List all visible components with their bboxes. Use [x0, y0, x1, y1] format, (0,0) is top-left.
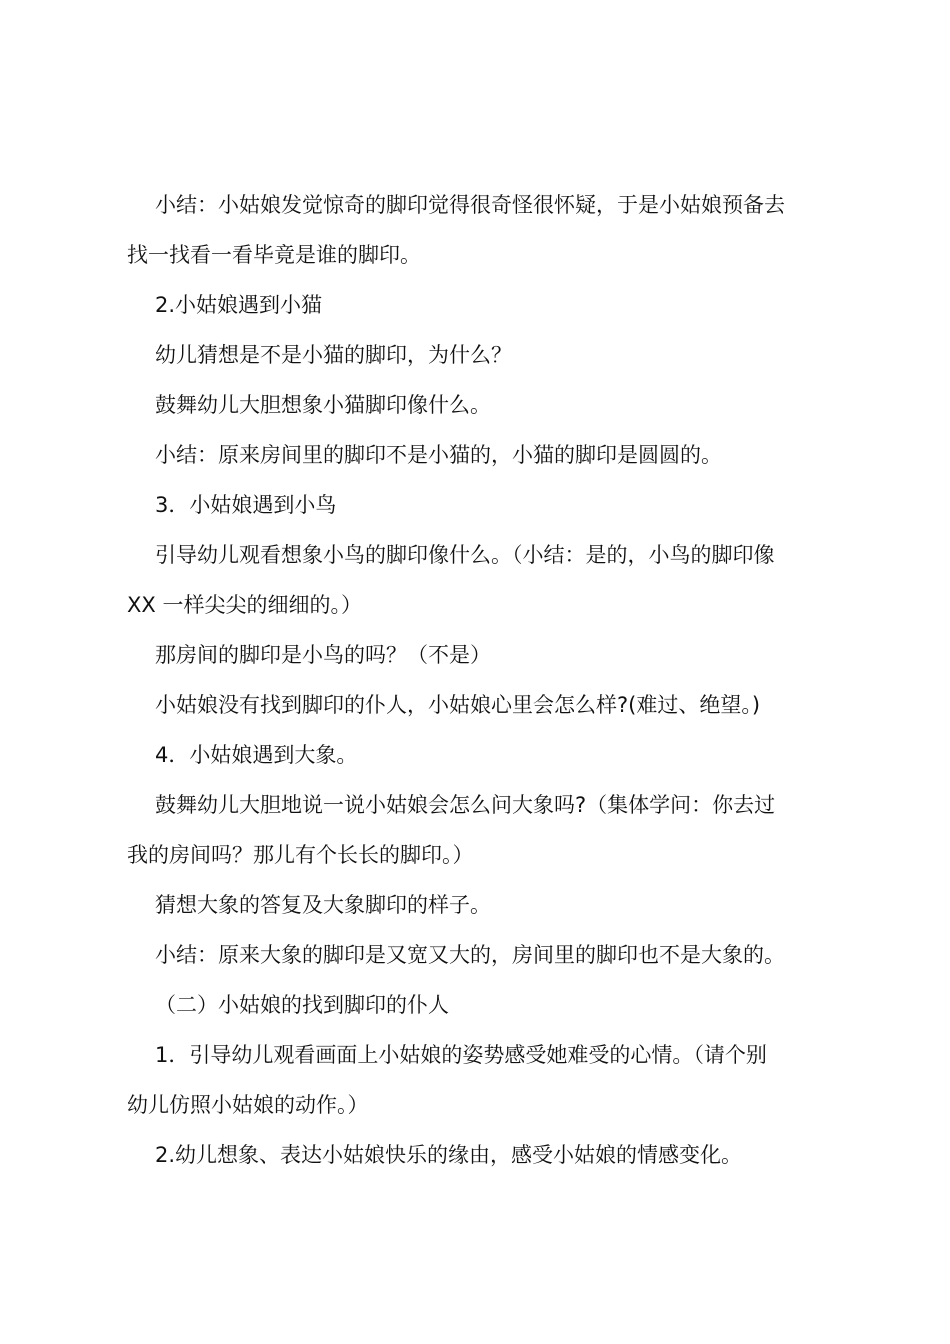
summary-paragraph-elephant: 小结：原来大象的脚印是又宽又大的，房间里的脚印也不是大象的。 [155, 943, 785, 967]
paragraph-imagine-cat: 鼓舞幼儿大胆想象小猫脚印像什么。 [155, 393, 491, 417]
paragraph-step-1: 1．引导幼儿观看画面上小姑娘的姿势感受她难受的心情。（请个别 [155, 1043, 767, 1067]
section-heading-elephant: 4．小姑娘遇到大象。 [155, 743, 358, 767]
summary-paragraph-cat: 小结：原来房间里的脚印不是小猫的，小猫的脚印是圆圆的。 [155, 443, 722, 467]
paragraph-guess-elephant: 猜想大象的答复及大象脚印的样子。 [155, 893, 491, 917]
paragraph-step-2: 2.幼儿想象、表达小姑娘快乐的缘由，感受小姑娘的情感变化。 [155, 1143, 743, 1167]
paragraph-question-bird: 那房间的脚印是小鸟的吗？（不是） [155, 643, 491, 667]
paragraph-observe-bird-continued: XX 一样尖尖的细细的。） [127, 593, 362, 617]
section-heading-cat: 2.小姑娘遇到小猫 [155, 293, 323, 317]
paragraph-ask-elephant-continued: 我的房间吗？那儿有个长长的脚印。） [127, 843, 474, 867]
section-heading-part-two: （二）小姑娘的找到脚印的仆人 [155, 993, 449, 1017]
summary-paragraph-1-continued: 找一找看一看毕竟是谁的脚印。 [127, 243, 421, 267]
paragraph-girl-feeling: 小姑娘没有找到脚印的仆人，小姑娘心里会怎么样?(难过、绝望。) [155, 693, 761, 717]
paragraph-observe-bird: 引导幼儿观看想象小鸟的脚印像什么。（小结：是的，小鸟的脚印像 [155, 543, 775, 567]
section-heading-bird: 3．小姑娘遇到小鸟 [155, 493, 337, 517]
paragraph-ask-elephant: 鼓舞幼儿大胆地说一说小姑娘会怎么问大象吗?（集体学问：你去过 [155, 793, 776, 817]
paragraph-guess-cat: 幼儿猜想是不是小猫的脚印，为什么？ [155, 343, 512, 367]
document-body [127, 180, 833, 1180]
summary-paragraph-1: 小结：小姑娘发觉惊奇的脚印觉得很奇怪很怀疑，于是小姑娘预备去 [155, 193, 785, 217]
paragraph-step-1-continued: 幼儿仿照小姑娘的动作。） [127, 1093, 369, 1117]
